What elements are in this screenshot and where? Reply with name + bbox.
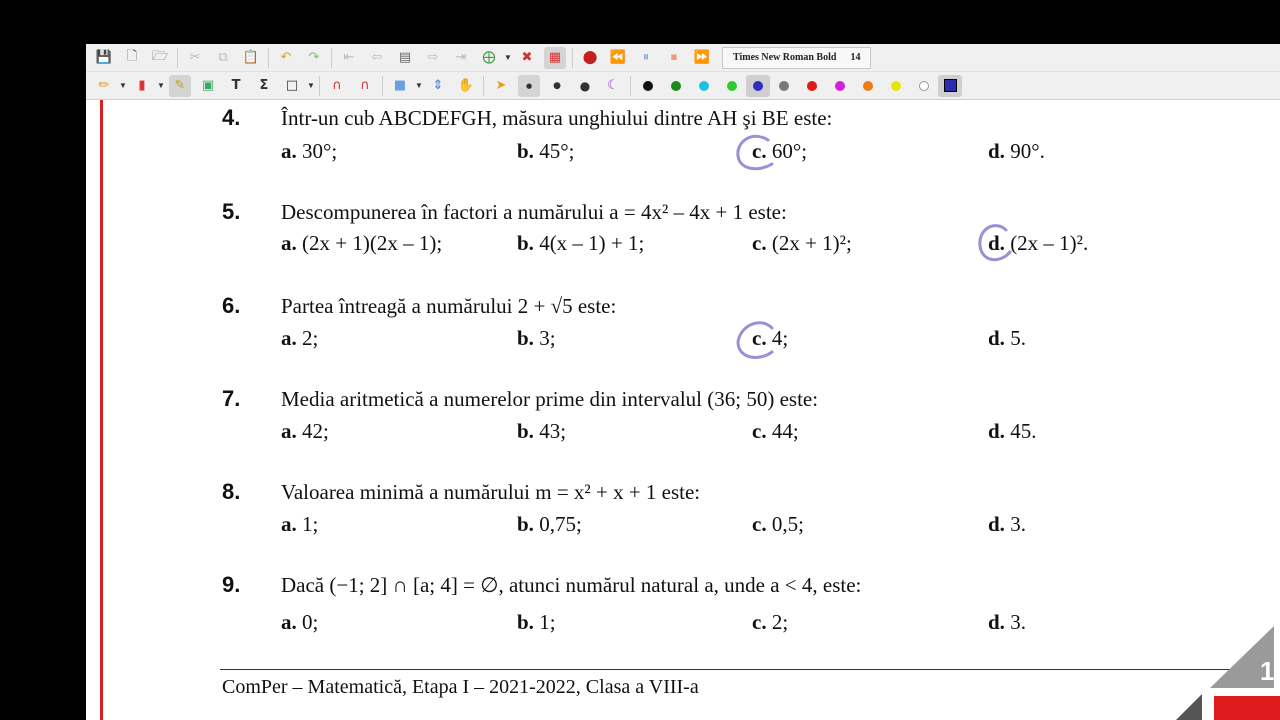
page-footer: ComPer – Matematică, Etapa I – 2021-2022, Clasa a VIII-a	[222, 676, 699, 698]
hand-icon[interactable]: ✋	[457, 78, 475, 93]
eraser-icon[interactable]: ▮	[138, 78, 146, 93]
pencil-icon[interactable]: ✏	[98, 78, 110, 93]
option-letter: c.	[752, 139, 767, 163]
option-value: 44;	[771, 419, 799, 443]
option-value: 4;	[771, 326, 789, 350]
fit-page-icon[interactable]: ▦	[544, 47, 566, 69]
page-corner-red-block	[1214, 696, 1280, 720]
question-text: Dacă (−1; 2] ∩ [a; 4] = ∅, atunci numărul natural a, unde a < 4, este:	[281, 573, 862, 597]
option-letter: d.	[988, 512, 1005, 536]
question-text: Valoarea minimă a numărului m = x² + x + 1 este:	[281, 480, 701, 504]
small-dot-icon[interactable]: ●	[518, 75, 540, 97]
option-letter: b.	[517, 139, 534, 163]
highlighter-icon[interactable]: ✎	[169, 75, 191, 97]
chevron-down-icon[interactable]: ▼	[504, 53, 512, 62]
option-value: 43;	[539, 419, 567, 443]
option-value: (2x + 1)²;	[771, 231, 852, 255]
option-value: 60°;	[771, 139, 808, 163]
option-value: (2x + 1)(2x – 1);	[302, 231, 443, 255]
option-letter: a.	[281, 512, 297, 536]
option-letter: d.	[988, 419, 1005, 443]
question-text: Descompunerea în factori a numărului a = 4x² – 4x + 1 este:	[281, 200, 787, 224]
medium-dot-icon[interactable]: ●	[553, 80, 561, 91]
answer-circle-q5	[980, 226, 1010, 260]
chevron-down-icon[interactable]: ▼	[157, 81, 165, 90]
option-value: 42;	[302, 419, 329, 443]
prev-page-icon[interactable]: ⇦	[371, 50, 383, 65]
last-page-icon[interactable]: ⇥	[455, 50, 467, 65]
chevron-down-icon[interactable]: ▼	[415, 81, 423, 90]
question-number: 6.	[222, 293, 241, 318]
stop-icon[interactable]: ⏹	[670, 50, 678, 65]
option-value: 1;	[302, 512, 319, 536]
record-icon[interactable]: ⬤	[582, 50, 598, 65]
option-letter: a.	[281, 326, 297, 350]
delete-page-icon[interactable]: ✖	[521, 50, 533, 65]
pointer-icon[interactable]: ➤	[495, 78, 507, 93]
page-number-badge	[1176, 626, 1280, 720]
page-list-icon[interactable]: ▤	[398, 50, 412, 65]
rectangle-icon[interactable]: □	[285, 78, 299, 93]
question-text: Media aritmetică a numerelor prime din intervalul (36; 50) este:	[281, 387, 819, 411]
option-value: 2;	[302, 326, 319, 350]
question-number: 9.	[222, 572, 241, 597]
option-value: 30°;	[302, 139, 338, 163]
option-letter: c.	[752, 610, 767, 634]
option-value: 0,75;	[539, 512, 582, 536]
option-letter: b.	[517, 512, 534, 536]
question-text: Partea întreagă a numărului 2 + √5 este:	[281, 294, 617, 318]
font-size: 14	[850, 52, 861, 63]
option-value: 3.	[1010, 610, 1026, 634]
text-icon[interactable]: T	[231, 78, 241, 93]
cut-icon[interactable]: ✂	[189, 50, 201, 65]
option-letter: c.	[752, 419, 767, 443]
option-value: 45°;	[539, 139, 575, 163]
page-number: 1	[1260, 656, 1275, 686]
paste-icon[interactable]: 📋	[242, 50, 260, 65]
option-letter: a.	[281, 610, 297, 634]
option-letter: b.	[517, 326, 534, 350]
option-value: 90°.	[1010, 139, 1045, 163]
option-value: 5.	[1010, 326, 1026, 350]
option-letter: d.	[988, 326, 1005, 350]
fill-rect-icon[interactable]: ■	[393, 78, 407, 93]
first-page-icon[interactable]: ⇤	[343, 50, 355, 65]
answer-circle-q6	[738, 323, 772, 358]
option-letter: c.	[752, 326, 767, 350]
fast-forward-icon[interactable]: ⏩	[693, 50, 711, 65]
option-value: 1;	[539, 610, 556, 634]
option-letter: c.	[752, 231, 767, 255]
resize-icon[interactable]: ⇕	[432, 78, 444, 93]
chevron-down-icon[interactable]: ▼	[307, 81, 315, 90]
option-letter: d.	[988, 610, 1005, 634]
answer-circle-q4	[738, 136, 772, 168]
large-dot-icon[interactable]: ●	[579, 78, 591, 93]
option-letter: d.	[988, 139, 1005, 163]
font-name: Times New Roman Bold	[733, 52, 837, 63]
question-text: Într-un cub ABCDEFGH, măsura unghiului dintre AH şi BE este:	[281, 106, 833, 130]
save-icon[interactable]: 💾	[95, 50, 113, 65]
option-letter: b.	[517, 610, 534, 634]
option-value: 3.	[1010, 512, 1026, 536]
option-letter: a.	[281, 419, 297, 443]
option-letter: a.	[281, 231, 297, 255]
option-letter: c.	[752, 512, 767, 536]
question-number: 5.	[222, 199, 241, 224]
open-folder-icon[interactable]: 🗁	[151, 48, 169, 64]
question-number: 4.	[222, 105, 241, 130]
option-letter: d.	[988, 231, 1005, 255]
question-number: 7.	[222, 386, 241, 411]
option-letter: b.	[517, 419, 534, 443]
next-page-icon[interactable]: ⇨	[427, 50, 439, 65]
sigma-icon[interactable]: Σ	[259, 78, 269, 93]
option-value: 0;	[302, 610, 319, 634]
question-number: 8.	[222, 479, 241, 504]
option-value: 2;	[771, 610, 789, 634]
option-value: (2x – 1)².	[1010, 231, 1089, 255]
option-value: 45.	[1010, 419, 1037, 443]
page-corner-shadow	[1176, 694, 1202, 720]
undo-icon[interactable]: ↶	[280, 50, 292, 65]
option-value: 0,5;	[771, 512, 804, 536]
redo-icon[interactable]: ↷	[308, 50, 320, 65]
pause-icon[interactable]: ⏸	[642, 50, 650, 65]
chevron-down-icon[interactable]: ▼	[119, 81, 127, 90]
new-page-icon[interactable]: 🗋	[126, 48, 138, 64]
rewind-icon[interactable]: ⏪	[609, 50, 627, 65]
option-letter: b.	[517, 231, 534, 255]
option-value: 4(x – 1) + 1;	[539, 231, 645, 255]
image-icon[interactable]: ▣	[201, 78, 215, 93]
crescent-icon[interactable]: ☾	[607, 78, 619, 93]
add-page-icon[interactable]: ⨁	[482, 50, 496, 65]
copy-icon[interactable]: ⧉	[218, 50, 228, 65]
option-value: 3;	[539, 326, 556, 350]
magnet-icon[interactable]: ∩	[332, 78, 342, 93]
magnet-icon[interactable]: ∩	[360, 78, 370, 93]
option-letter: a.	[281, 139, 297, 163]
